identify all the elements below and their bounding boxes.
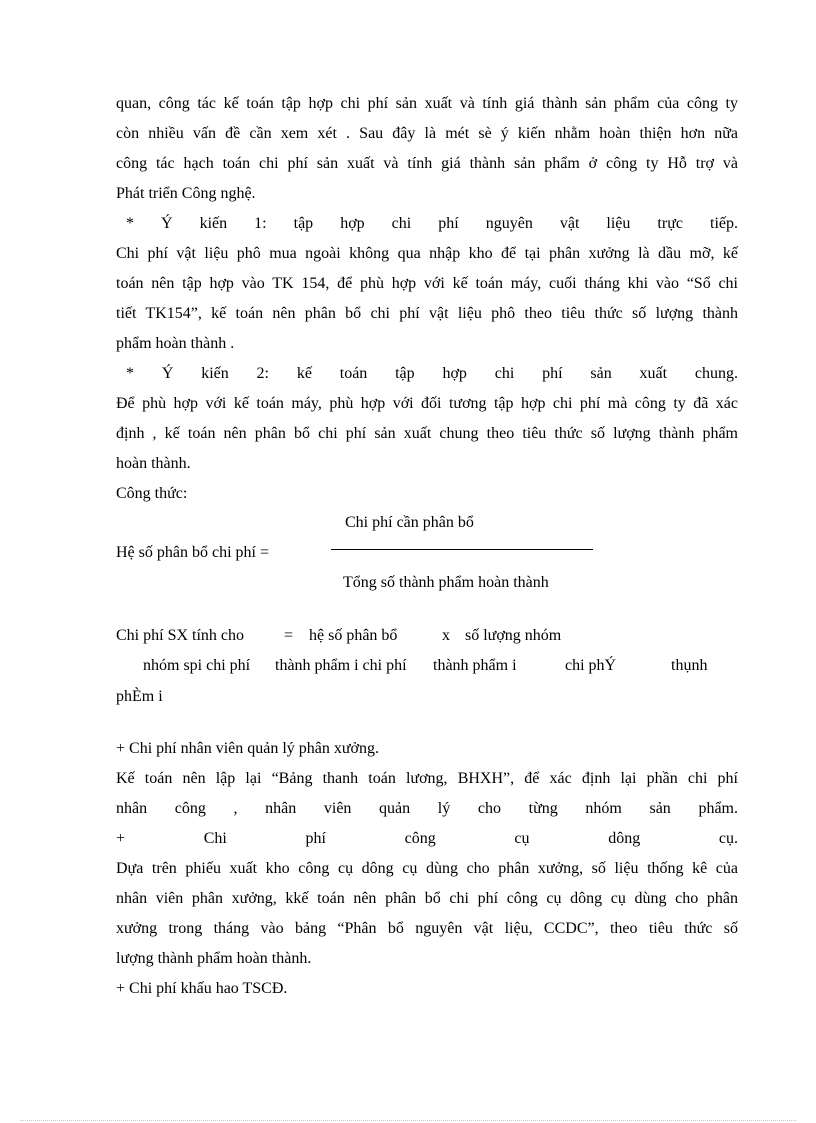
text-line: Chi phí vật liệu phô mua ngoài không qua nhập kho để tại phân xưởng là dầu mỡ, kế <box>116 245 738 262</box>
formula2-term-b: hệ số phân bổ <box>309 627 398 644</box>
section-heading: + Chi phí khấu hao TSCĐ. <box>116 980 288 997</box>
text-line: công tác hạch toán chi phí sản xuất và tính giá thành sản phẩm ở công ty Hỗ trợ và <box>116 155 738 172</box>
text-line: Để phù hợp với kế toán máy, phù hợp với đối tương tập hợp chi phí mà công ty đã xác <box>116 395 738 412</box>
text-line: toán nên tập hợp vào TK 154, để phù hợp với kế toán máy, cuối tháng khi vào “Sổ chi <box>116 275 738 292</box>
formula2-row2-a: nhóm spi chi phí <box>143 657 251 674</box>
text-line: Phát triển Công nghệ. <box>116 185 256 202</box>
formula2-times: x <box>442 627 450 644</box>
text-line: xưởng trong tháng vào bảng “Phân bổ nguyên vật liệu, CCDC”, theo tiêu thức số <box>116 920 738 937</box>
text-line: lượng thành phẩm hoàn thành. <box>116 950 312 967</box>
text-line: hoàn thành. <box>116 455 191 472</box>
formula2-term-c: số lượng nhóm <box>465 627 562 644</box>
section-heading: + Chi phí nhân viên quản lý phân xưởng. <box>116 740 380 757</box>
text-line: định , kế toán nên phân bổ chi phí sản xuất chung theo tiêu thức số lượng thành phẩm <box>116 425 738 442</box>
text-line: nhân viên phân xưởng, kkế toán nên phân bổ chi phí công cụ dông cụ dùng cho phân <box>116 890 738 907</box>
formula-numerator: Chi phí cần phân bổ <box>345 514 474 531</box>
formula-label: Công thức: <box>116 485 188 502</box>
text-line: tiết TK154”, kế toán nên phân bổ chi phí vật liệu phô theo tiêu thức số lượng thành <box>116 305 738 322</box>
formula-denominator: Tổng số thành phẩm hoàn thành <box>343 574 549 591</box>
text-line: Dựa trên phiếu xuất kho công cụ dông cụ dùng cho phân xưởng, số liệu thống kê của <box>116 860 738 877</box>
fraction-bar <box>331 549 593 550</box>
formula2-row2-b: thành phẩm i chi phí <box>275 657 407 674</box>
text-line: phẩm hoàn thành . <box>116 335 235 352</box>
text-line: nhân công , nhân viên quản lý cho từng nhóm sản phẩm. <box>116 800 738 817</box>
formula2-term-a: Chi phí SX tính cho <box>116 627 245 644</box>
formula2-row2-d: chi phÝ <box>565 657 617 674</box>
page-bottom-border <box>20 1120 796 1121</box>
formula2-row2-e: thụnh <box>671 657 708 674</box>
opinion-heading: * Ý kiến 1: tập hợp chi phí nguyên vật liệu trực tiếp. <box>126 215 738 232</box>
text-line: còn nhiều vấn đề cần xem xét . Sau đây là mét sè ý kiến nhằm hoàn thiện hơn nữa <box>116 125 738 142</box>
formula2-equals: = <box>284 627 294 644</box>
opinion-heading: * Ý kiến 2: kế toán tập hợp chi phí sản xuất chung. <box>126 365 738 382</box>
formula-lhs: Hệ số phân bổ chi phí = <box>116 544 269 561</box>
formula2-row2-c: thành phẩm i <box>433 657 517 674</box>
text-line: quan, công tác kế toán tập hợp chi phí sản xuất và tính giá thành sản phẩm của công ty <box>116 95 738 112</box>
formula2-row3: phÈm i <box>116 688 163 705</box>
text-line: Kế toán nên lập lại “Bảng thanh toán lương, BHXH”, để xác định lại phần chi phí <box>116 770 738 787</box>
section-heading: + Chi phí công cụ dông cụ. <box>116 830 738 847</box>
